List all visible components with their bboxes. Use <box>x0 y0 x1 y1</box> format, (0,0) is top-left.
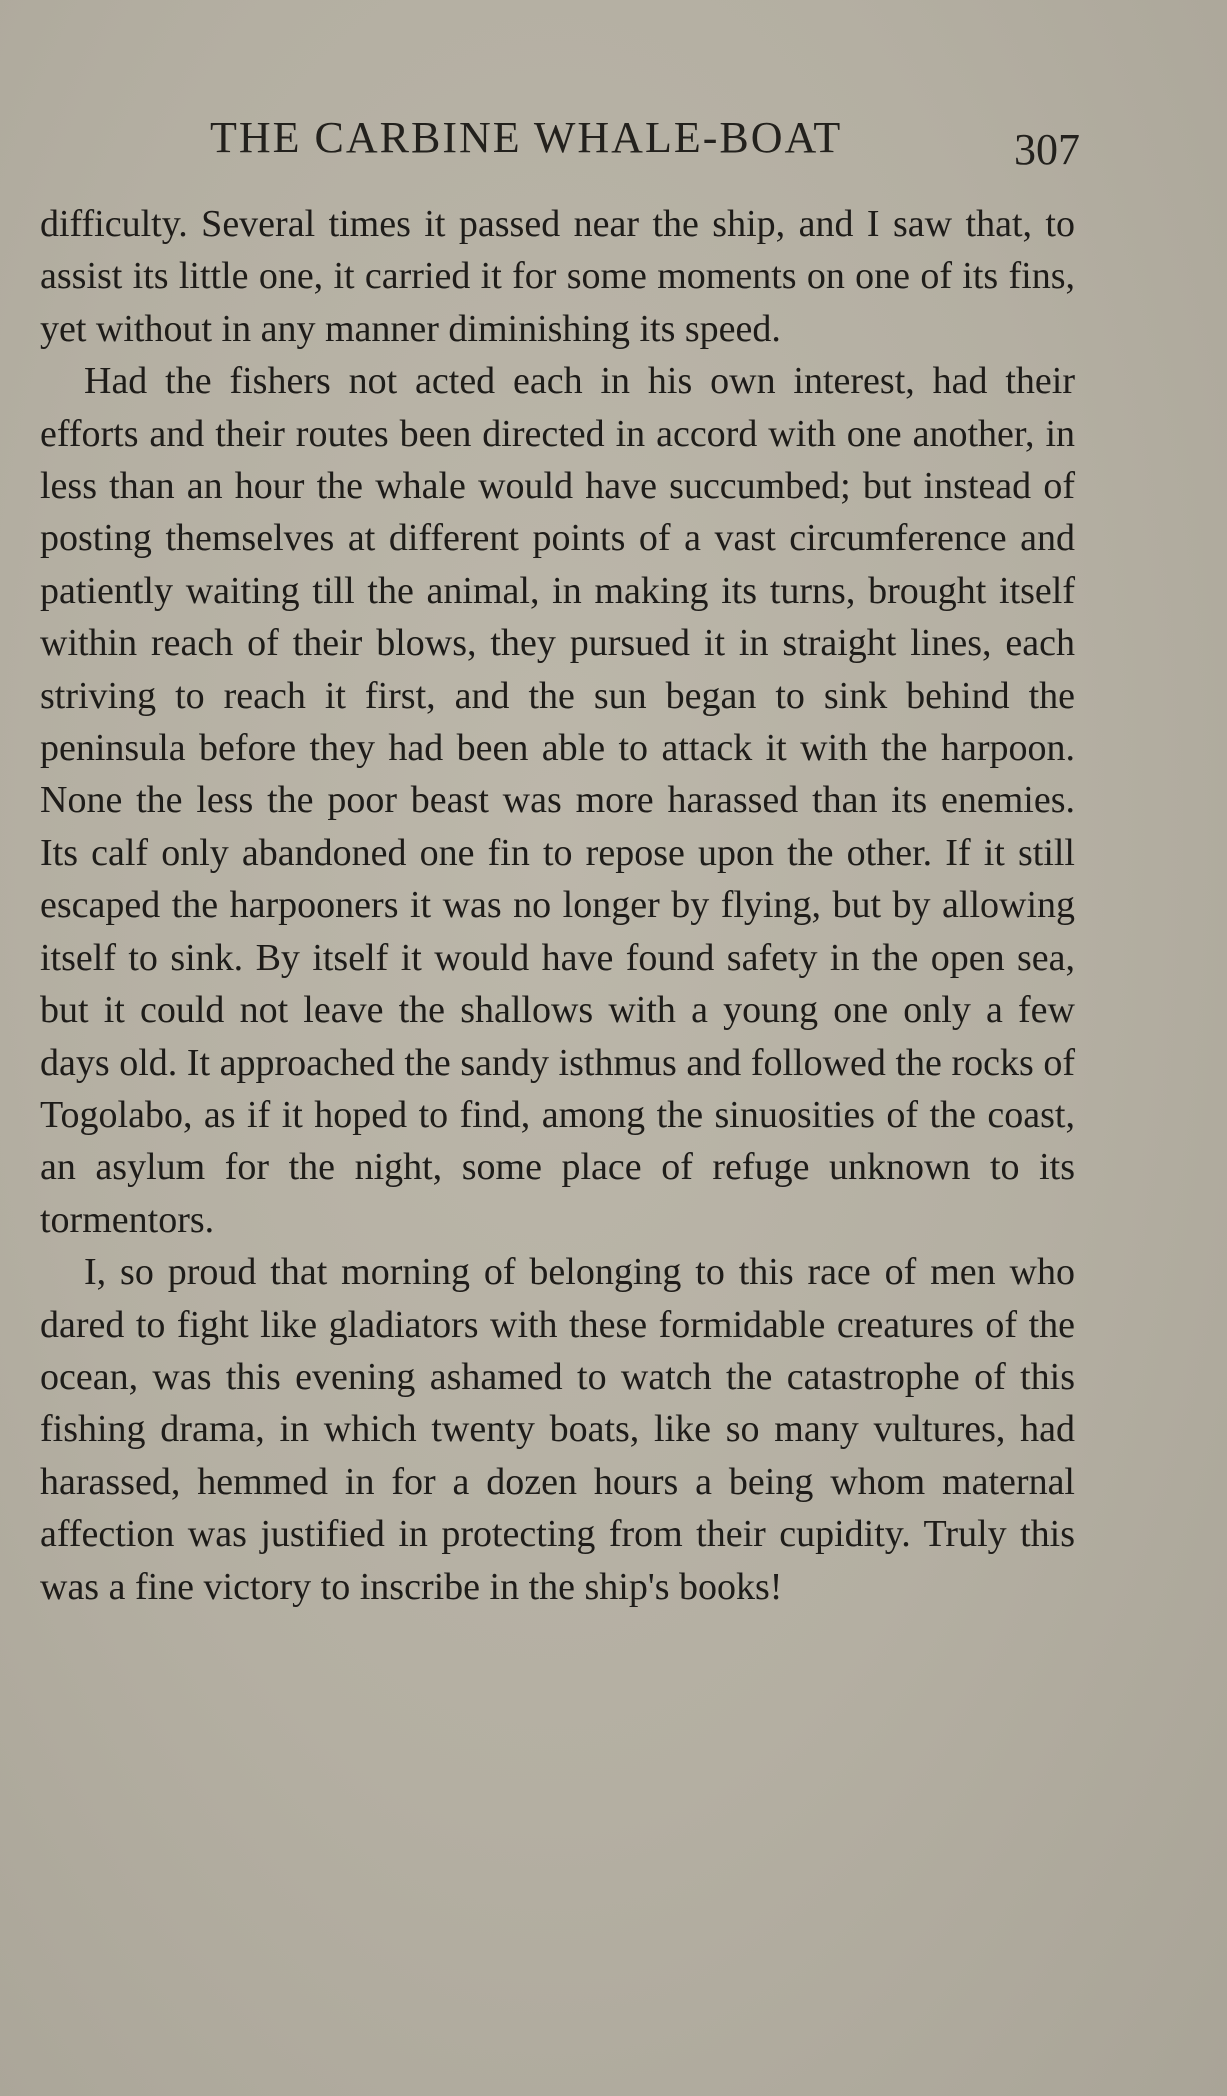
paragraph-continuation: difficulty. Several times it passed near the ship, and I saw that, to assist its little one, it carried it for some moments on one of its fins, yet without in any manner diminishing its speed. <box>40 203 1075 350</box>
paragraph-whale-pursuit: Had the fishers not acted each in his own interest, had their efforts and their routes been directed in accord with one another, in less than an hour the whale would have succumbed; but instead of posting themselves at different points of a vast circumference and patiently waiting till the animal, in making its turns, brought itself within reach of their blows, they pursued it in straight lines, each striving to reach it first, and the sun began to sink behind the peninsula before they had been able to attack it with the harpoon. None the less the poor beast was more harassed than its enemies. Its calf only abandoned one fin to repose upon the other. If it still escaped the harpooners it was no longer by flying, but by allowing itself to sink. By itself it would have found safety in the open sea, but it could not leave the shallows with a young one only a few days old. It approached the sandy isthmus and followed the rocks of Togolabo, as if it hoped to find, among the sinuosities of the coast, an asylum for the night, some place of refuge unknown to its tormentors. <box>40 360 1075 1241</box>
body-text <box>40 198 1075 1613</box>
running-head <box>40 112 1080 172</box>
paragraph-reflection: I, so proud that morning of belonging to this race of men who dared to fight like gladiators with these formidable creatures of the ocean, was this evening ashamed to watch the catastrophe of this fishing drama, in which twenty boats, like so many vultures, had harassed, hemmed in for a dozen hours a being whom maternal affection was justified in protecting from their cupidity. Truly this was a fine victory to inscribe in the ship's books! <box>40 1251 1075 1608</box>
page-number: 307 <box>1014 125 1080 174</box>
running-title: THE CARBINE WHALE-BOAT <box>210 113 843 162</box>
